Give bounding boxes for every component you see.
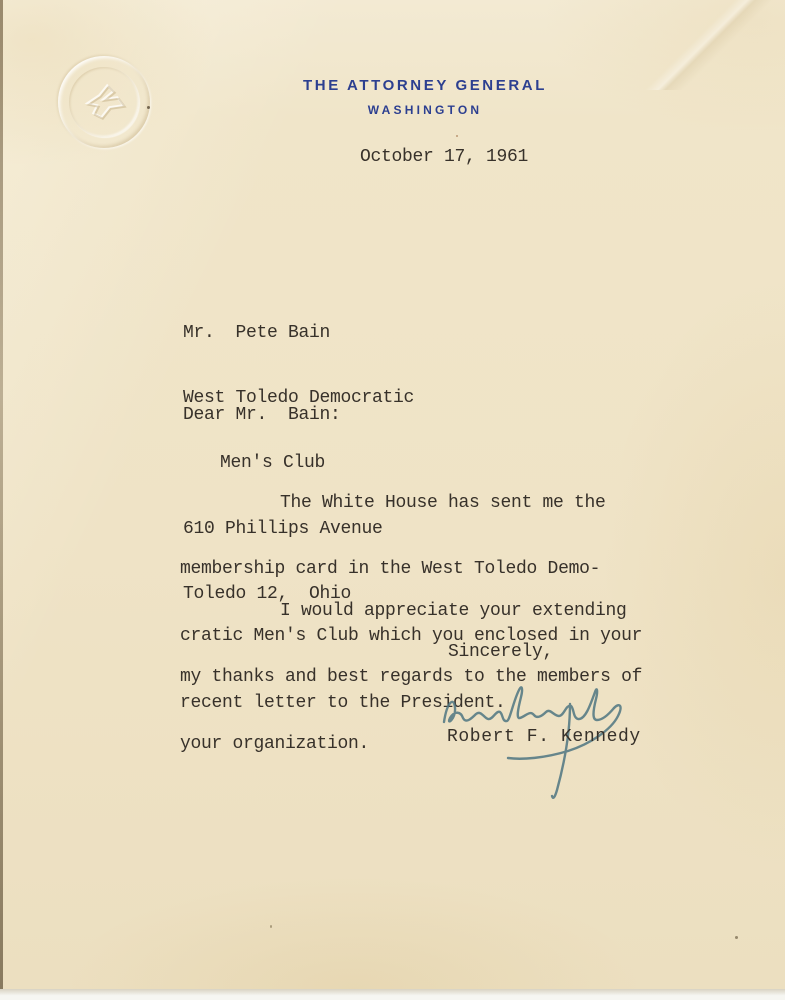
body-line: cratic Men's Club which you enclosed in your (180, 626, 643, 647)
letterhead-office: THE ATTORNEY GENERAL (303, 77, 547, 94)
address-line: West Toledo Democratic (183, 387, 415, 408)
paper-speck (735, 936, 738, 939)
body-line: your organization. (180, 734, 370, 755)
closing: Sincerely, (448, 642, 554, 662)
letterhead (0, 77, 785, 117)
body-line: my thanks and best regards to the members of (180, 667, 643, 688)
address-line: Mr. Pete Bain (183, 322, 331, 343)
date-line: October 17, 1961 (360, 147, 529, 167)
body-line: The White House has sent me the (280, 492, 606, 513)
paper-speck (147, 106, 150, 109)
body-line: membership card in the West Toledo Demo- (180, 559, 601, 580)
paper-speck (270, 925, 272, 928)
paper-left-edge (0, 0, 3, 989)
address-line: 610 Phillips Avenue (183, 518, 383, 539)
address-line: Men's Club (220, 453, 326, 474)
paper-speck (456, 135, 458, 137)
body-line: recent letter to the President. (180, 693, 506, 714)
salutation: Dear Mr. Bain: (183, 405, 341, 425)
body-line: I would appreciate your extending (280, 600, 627, 621)
address-line: Toledo 12, Ohio (183, 584, 352, 605)
typed-signature-name: Robert F. Kennedy (447, 727, 641, 747)
scan-backdrop (0, 989, 785, 1000)
letterhead-city: WASHINGTON (367, 103, 483, 117)
